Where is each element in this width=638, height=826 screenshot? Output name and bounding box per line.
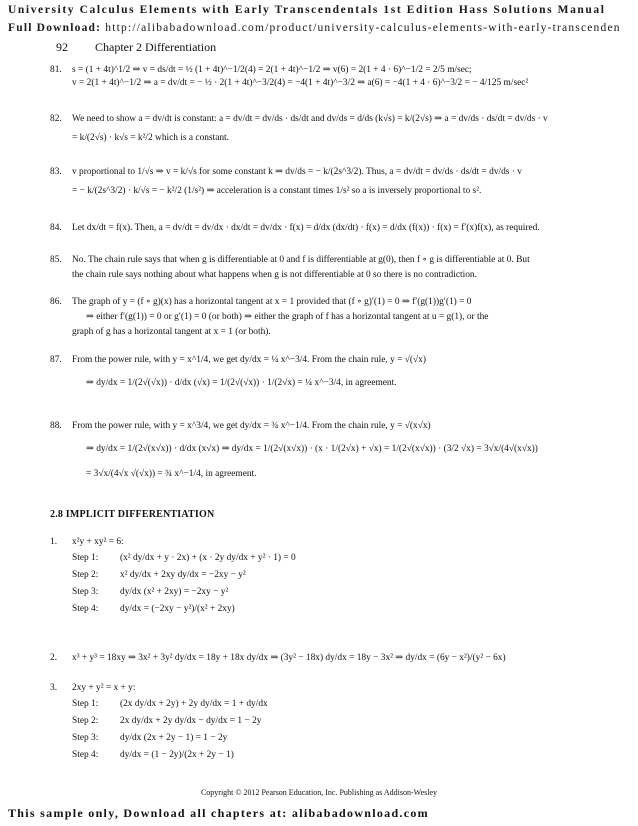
step-label: Step 4: bbox=[72, 750, 99, 760]
problem-number: 82. bbox=[50, 114, 62, 124]
section-heading: 2.8 IMPLICIT DIFFERENTIATION bbox=[50, 509, 215, 520]
problem-line: From the power rule, with y = x^3/4, we get dy/dx = ¾ x^−1/4. From the chain rule, y = √(x√x) bbox=[72, 421, 431, 431]
step-expr: dy/dx (2x + 2y − 1) = 1 − 2y bbox=[120, 733, 228, 743]
problem-84 bbox=[50, 222, 610, 235]
problem-line: We need to show a = dv/dt is constant: a = dv/dt = dv/ds · ds/dt and dv/ds = d/ds (k√s) = k/(2√s) ⇒ a = dv/ds · ds/dt = dv/ds · v bbox=[72, 114, 548, 124]
step-label: Step 4: bbox=[72, 604, 99, 614]
problem-line: No. The chain rule says that when g is differentiable at 0 and f is differentiable at g(0), then f ∘ g is differentiable at 0. But bbox=[72, 255, 530, 265]
step-label: Step 2: bbox=[72, 716, 99, 726]
step-expr: (x² dy/dx + y · 2x) + (x · 2y dy/dx + y² · 1) = 0 bbox=[120, 553, 296, 563]
step-expr: x² dy/dx + 2xy dy/dx = −2xy − y² bbox=[120, 570, 246, 580]
problem-line: Let dx/dt = f(x). Then, a = dv/dt = dv/dx · dx/dt = dv/dx · f(x) = d/dx (dx/dt) · f(x) = d/dx (f(x)) · f(x) = f′(x)f(x), as required. bbox=[72, 223, 540, 233]
problem-line: graph of g has a horizontal tangent at x = 1 (or both). bbox=[72, 327, 271, 337]
step-label: Step 1: bbox=[72, 553, 99, 563]
problem-number: 2. bbox=[50, 653, 58, 663]
problem-88 bbox=[50, 420, 610, 481]
step-label: Step 3: bbox=[72, 587, 99, 597]
download-line bbox=[8, 22, 621, 34]
problem-87 bbox=[50, 354, 610, 390]
step-label: Step 1: bbox=[72, 699, 99, 709]
problem-line: = 3√x/(4√x √(√x)) = ¾ x^−1/4, in agreement. bbox=[86, 469, 257, 479]
problem-statement: x³ + y³ = 18xy ⇒ 3x² + 3y² dy/dx = 18y + 18x dy/dx ⇒ (3y² − 18x) dy/dx = 18y − 3x² ⇒ dy/dx = (6y − x²)/(y² − 6x) bbox=[72, 653, 506, 663]
step-label: Step 2: bbox=[72, 570, 99, 580]
download-banner[interactable]: This sample only, Download all chapters at: alibabadownload.com bbox=[8, 806, 429, 820]
download-link[interactable]: http://alibabadownload.com/product/university-calculus-elements-with-early-transcenden bbox=[105, 22, 621, 34]
problem-number: 81. bbox=[50, 65, 62, 75]
problem-line: ⇒ dy/dx = 1/(2√(√x)) · d/dx (√x) = 1/(2√(√x)) · 1/(2√x) = ¼ x^−3/4, in agreement. bbox=[86, 378, 397, 388]
problem-line: = − k/(2s^3/2) · k/√s = − k²/2 (1/s²) ⇒ acceleration is a constant times 1/s² so a is inversely proportional to s². bbox=[72, 186, 482, 196]
step-list bbox=[50, 552, 610, 616]
problem-number: 3. bbox=[50, 683, 58, 693]
problem-number: 83. bbox=[50, 167, 62, 177]
problem-line: ⇒ either f′(g(1)) = 0 or g′(1) = 0 (or both) ⇒ either the graph of f has a horizontal tangent at u = g(1), or the bbox=[86, 312, 489, 322]
problem-statement: x²y + xy² = 6: bbox=[72, 537, 124, 547]
implicit-problem-3 bbox=[50, 682, 610, 762]
problem-line: s = (1 + 4t)^1/2 ⇒ v = ds/dt = ½ (1 + 4t)^−1/2(4) = 2(1 + 4t)^−1/2 ⇒ v(6) = 2(1 + 4 · 6)^−1/2 = 2/5 m/sec; bbox=[72, 65, 472, 75]
problem-number: 84. bbox=[50, 223, 62, 233]
problem-line: v proportional to 1/√s ⇒ v = k/√s for some constant k ⇒ dv/ds = − k/(2s^3/2). Thus, a = dv/dt = dv/ds · ds/dt = dv/ds · v bbox=[72, 167, 522, 177]
step-expr: (2x dy/dx + 2y) + 2y dy/dx = 1 + dy/dx bbox=[120, 699, 268, 709]
problem-statement: 2xy + y² = x + y: bbox=[72, 683, 136, 693]
problem-number: 87. bbox=[50, 355, 62, 365]
document-title: University Calculus Elements with Early Transcendentals 1st Edition Hass Solutions Manual bbox=[8, 4, 606, 16]
step-expr: 2x dy/dx + 2y dy/dx − dy/dx = 1 − 2y bbox=[120, 716, 262, 726]
step-label: Step 3: bbox=[72, 733, 99, 743]
step-list bbox=[50, 698, 610, 762]
problem-number: 88. bbox=[50, 421, 62, 431]
copyright-footer: Copyright © 2012 Pearson Education, Inc. Publishing as Addison-Wesley bbox=[200, 788, 438, 797]
problem-number: 85. bbox=[50, 255, 62, 265]
problem-85 bbox=[50, 254, 610, 282]
download-label: Full Download: bbox=[8, 22, 102, 34]
page-header bbox=[56, 40, 216, 55]
problem-81 bbox=[50, 64, 610, 90]
problem-line: The graph of y = (f ∘ g)(x) has a horizontal tangent at x = 1 provided that (f ∘ g)′(1) = 0 ⇒ f′(g(1))g′(1) = 0 bbox=[72, 297, 472, 307]
problem-82 bbox=[50, 113, 610, 145]
implicit-problem-2 bbox=[50, 652, 610, 665]
chapter-title: Chapter 2 Differentiation bbox=[95, 40, 217, 54]
problem-line: = k/(2√s) · k√s = k²/2 which is a constant. bbox=[72, 133, 229, 143]
page-number: 92 bbox=[56, 40, 68, 54]
problem-number: 86. bbox=[50, 297, 62, 307]
implicit-problem-1 bbox=[50, 536, 610, 616]
problem-83 bbox=[50, 166, 610, 198]
step-expr: dy/dx (x² + 2xy) = −2xy − y² bbox=[120, 587, 229, 597]
problem-line: ⇒ dy/dx = 1/(2√(x√x)) · d/dx (x√x) ⇒ dy/dx = 1/(2√(x√x)) · (x · 1/(2√x) + √x) = 1/(2√(x√x)) · (3/2 √x) = 3√x/(4√(x√x)) bbox=[86, 444, 538, 454]
step-expr: dy/dx = (1 − 2y)/(2x + 2y − 1) bbox=[120, 750, 234, 760]
problem-number: 1. bbox=[50, 537, 58, 547]
problem-line: From the power rule, with y = x^1/4, we get dy/dx = ¼ x^−3/4. From the chain rule, y = √(√x) bbox=[72, 355, 426, 365]
problem-86 bbox=[50, 296, 610, 339]
step-expr: dy/dx = (−2xy − y²)/(x² + 2xy) bbox=[120, 604, 235, 614]
problem-line: v = 2(1 + 4t)^−1/2 ⇒ a = dv/dt = − ½ · 2(1 + 4t)^−3/2(4) = −4(1 + 4t)^−3/2 ⇒ a(6) = −4(1 + 4 · 6)^−3/2 = − 4/125 m/sec² bbox=[72, 78, 529, 88]
problem-line: the chain rule says nothing about what happens when g is not differentiable at 0 so there is no contradiction. bbox=[72, 270, 477, 280]
